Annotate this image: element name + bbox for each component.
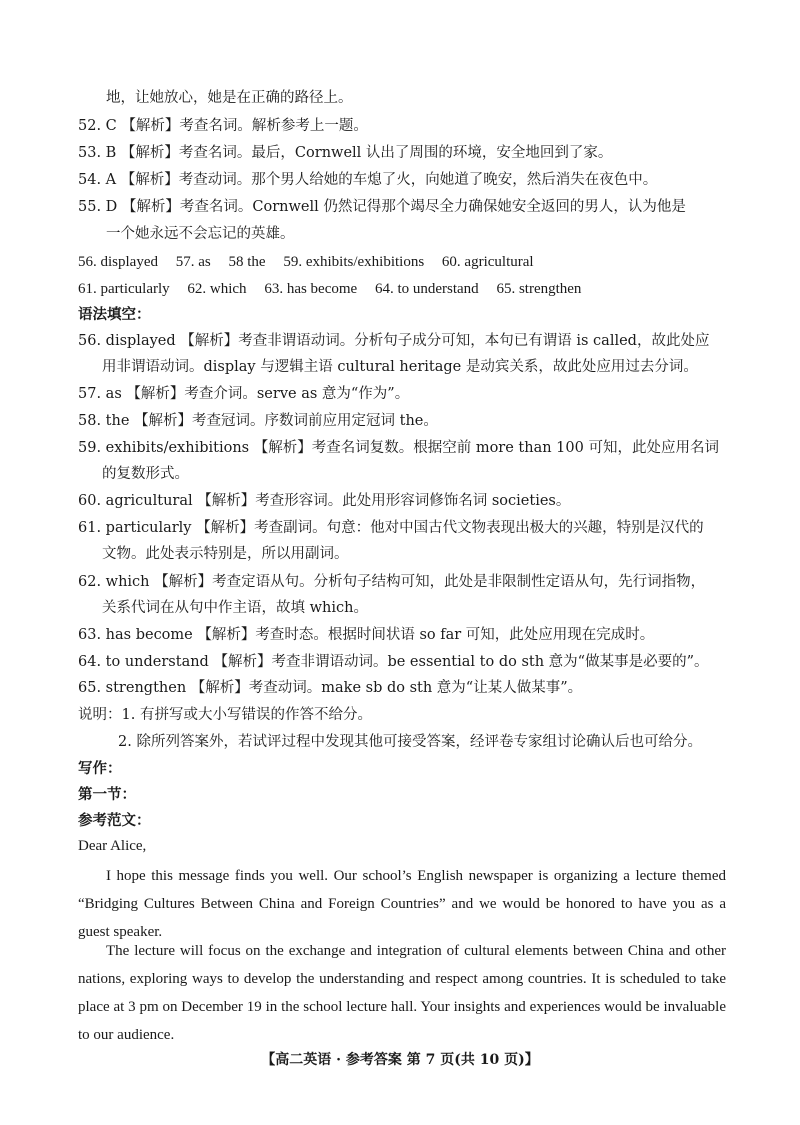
answer-55-cont: 一个她永远不会忘记的英雄。 <box>106 226 295 242</box>
grammar-62: 62. which 【解析】考查定语从句。分析句子结构可知，此处是非限制性定语从句，先行词指物， <box>78 574 706 590</box>
grammar-57: 57. as 【解析】考查介词。serve as 意为“作为”。 <box>78 386 410 402</box>
answer-item: 62. which <box>187 281 247 297</box>
answer-52: 52. C 【解析】考查名词。解析参考上一题。 <box>78 118 368 134</box>
answers-row-2 <box>78 279 728 299</box>
grammar-65: 65. strengthen 【解析】考查动词。make sb do sth 意为“让某人做某事”。 <box>78 680 583 696</box>
grammar-61: 61. particularly 【解析】考查副词。句意：他对中国古代文物表现出极大的兴趣，特别是汉代的 <box>78 520 704 536</box>
grammar-56-cont: 用非谓语动词。display 与逻辑主语 cultural heritage 是动宾关系，故此处应用过去分词。 <box>102 359 698 375</box>
sample-heading: 参考范文： <box>78 812 151 829</box>
writing-heading: 写作： <box>78 760 122 777</box>
grammar-59: 59. exhibits/exhibitions 【解析】考查名词复数。根据空前 more than 100 可知，此处应用名词 <box>78 440 719 456</box>
page-footer: 【高二英语 · 参考答案 第 7 页(共 10 页)】 <box>261 1052 539 1068</box>
grammar-62-cont: 关系代词在从句中作主语，故填 which。 <box>102 600 368 616</box>
answer-item: 65. strengthen <box>496 281 582 297</box>
answer-item: 57. as <box>175 254 211 270</box>
letter-paragraph-1: I hope this message finds you well. Our school’s English newspaper is organizing a lecture themed “Bridging Cultures Between China and Foreign Countries” and we would be honored to have you as a guest speaker. <box>78 868 726 940</box>
answer-item: 64. to understand <box>374 281 479 297</box>
answer-54: 54. A 【解析】考查动词。那个男人给她的车熄了火，向她道了晚安，然后消失在夜色中。 <box>78 172 658 188</box>
text-line: 地，让她放心，她是在正确的路径上。 <box>106 90 353 106</box>
grammar-60: 60. agricultural 【解析】考查形容词。此处用形容词修饰名词 societies。 <box>78 493 571 509</box>
answer-item: 60. agricultural <box>441 254 534 270</box>
grammar-63: 63. has become 【解析】考查时态。根据时间状语 so far 可知，此处应用现在完成时。 <box>78 627 655 643</box>
answers-row-1 <box>78 252 728 272</box>
answer-item: 59. exhibits/exhibitions <box>283 254 425 270</box>
answer-item: 63. has become <box>264 281 358 297</box>
grammar-59-cont: 的复数形式。 <box>102 466 189 482</box>
answer-55: 55. D 【解析】考查名词。Cornwell 仍然记得那个竭尽全力确保她安全返回的男人，认为他是 <box>78 199 686 215</box>
grammar-56: 56. displayed 【解析】考查非谓语动词。分析句子成分可知，本句已有谓语 is called，故此处应 <box>78 333 710 349</box>
answer-item: 61. particularly <box>78 281 170 297</box>
answer-53: 53. B 【解析】考查名词。最后，Cornwell 认出了周围的环境，安全地回到了家。 <box>78 145 613 161</box>
grammar-heading: 语法填空： <box>78 306 151 323</box>
note-1: 说明：1. 有拼写或大小写错误的作答不给分。 <box>78 707 372 723</box>
letter-salutation: Dear Alice, <box>78 838 147 854</box>
section-heading: 第一节： <box>78 786 136 803</box>
letter-paragraph-2: The lecture will focus on the exchange and integration of cultural elements between China and other nations, exploring ways to develop the understanding and respect among countries. It is scheduled to take place at 3 pm on December 19 in the school lecture hall. Your insights and experiences would be invaluable to our audience. <box>78 943 726 1043</box>
note-2: 2. 除所列答案外，若试评过程中发现其他可接受答案，经评卷专家组讨论确认后也可给分。 <box>118 734 702 750</box>
grammar-61-cont: 文物。此处表示特别是，所以用副词。 <box>102 546 349 562</box>
grammar-64: 64. to understand 【解析】考查非谓语动词。be essential to do sth 意为“做某事是必要的”。 <box>78 654 709 670</box>
answer-item: 56. displayed <box>78 254 158 270</box>
grammar-58: 58. the 【解析】考查冠词。序数词前应用定冠词 the。 <box>78 413 438 429</box>
answer-item: 58 the <box>228 254 266 270</box>
